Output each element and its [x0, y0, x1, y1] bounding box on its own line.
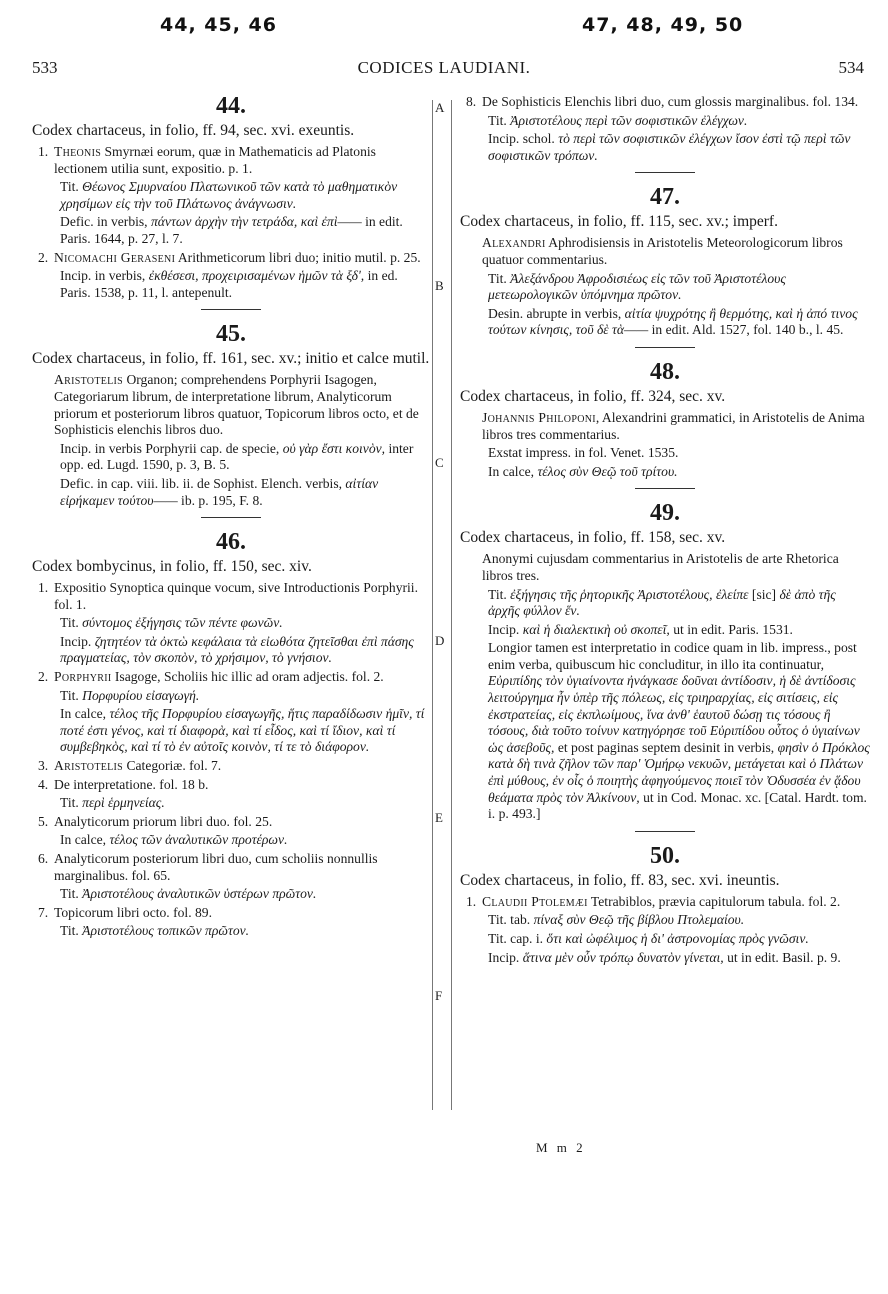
incipit-line: Incip. schol. τὸ περὶ τῶν σοφιστικῶν ἐλέγχων ἴσον ἐστὶ τῷ περὶ τῶν σοφιστικῶν τρόπων. — [488, 131, 851, 163]
codex-header-47: Codex chartaceus, in folio, ff. 115, sec. xv.; imperf. — [460, 213, 778, 231]
deficit-line: Defic. in cap. viii. lib. ii. de Sophist. Elench. verbis, αἰτίαν εἰρήκαμεν τούτου—— ib. p. 195, F. 8. — [60, 475, 379, 508]
handwritten-numbers-right: 47, 48, 49, 50 — [582, 14, 744, 36]
margin-letter-e: E — [435, 810, 443, 825]
title-line: Tit. Ἀριστοτέλους τοπικῶν πρῶτον. — [60, 923, 250, 939]
codex-46-entry-8: 8. De Sophisticis Elenchis libri duo, cum glossis marginalibus. fol. 134. — [466, 94, 859, 109]
title-line: Tit. Ἀλεξάνδρου Ἀφροδισιέως εἰς τῶν τοῦ Ἀριστοτέλους μετεωρολογικῶν ὑπόμνημα πρῶτον. — [488, 270, 786, 303]
incipit-line: Incip. ἅτινα μὲν οὖν τρόπῳ δυνατὸν γίνεται, ut in edit. Basil. p. 9. — [488, 949, 841, 965]
author-name: Theonis — [54, 144, 102, 159]
codex-46-entry-4: 4. De interpretatione. fol. 18 b. — [38, 776, 209, 792]
incipit-line: Incip. in verbis Porphyrii cap. de specie, οὐ γὰρ ἔστι κοινὸν, inter opp. ed. Lugd. 1590, p. 3, B. 5. — [60, 440, 414, 473]
margin-letter-f: F — [435, 988, 443, 1003]
section-divider — [635, 488, 695, 489]
margin-letter-a: A — [435, 100, 445, 115]
entry-number: 2. — [38, 249, 49, 265]
codex-46-entry-2: 2. Porphyrii Isagoge, Scholiis hic illic ad oram adjectis. fol. 2. — [38, 669, 384, 685]
section-divider — [201, 309, 261, 310]
page-number-right: 534 — [838, 58, 864, 77]
title-chapter-line: Tit. cap. i. ὅτι καὶ ὠφέλιμος ἡ δι' ἀστρονομίας πρὸς γνῶσιν. — [488, 931, 809, 946]
codex-49-description: Anonymi cujusdam commentarius in Aristotelis de arte Rhetorica libros tres. — [482, 551, 839, 583]
title-line: Tit. Ἀριστοτέλους ἀναλυτικῶν ὑστέρων πρῶτον. — [60, 886, 317, 902]
codex-47-description: Alexandri Aphrodisiensis in Aristotelis Meteorologicorum libros quatuor commentarius. — [482, 235, 843, 267]
codex-number-50: 50. — [650, 842, 680, 869]
entry-text: Arithmeticorum libri duo; initio mutil. p. 25. — [175, 249, 421, 265]
codex-46-entry-5: 5. Analyticorum priorum libri duo. fol. 25. — [38, 813, 273, 829]
codex-46-entry-6: 6. Analyticorum posteriorum libri duo, cum scholiis nonnullis marginalibus. fol. 65. — [38, 851, 378, 883]
section-divider — [635, 347, 695, 348]
desinit-line: Desin. abrupte in verbis, αἰτία ψυχρότης ἢ θερμότης, καὶ ἡ ἀπό τινος τούτων κίνησις, τοῦ δὲ τὰ—— in edit. Ald. 1527, fol. 140 b., l. 45. — [488, 305, 858, 338]
margin-letter-b: B — [435, 278, 444, 293]
handwritten-numbers-left: 44, 45, 46 — [160, 14, 277, 36]
running-title: CODICES LAUDIANI. — [357, 58, 531, 77]
codex-46-entry-3: 3. Aristotelis Categoriæ. fol. 7. — [38, 758, 222, 774]
left-column — [32, 92, 430, 942]
codex-44-entry-2 — [32, 250, 430, 267]
codex-44-entry-1 — [32, 144, 430, 177]
codex-number-49: 49. — [650, 500, 680, 527]
codex-number-45: 45. — [216, 321, 246, 348]
running-head — [0, 58, 888, 82]
title-line: Tit. Ἀριστοτέλους περὶ τῶν σοφιστικῶν ἐλέγχων. — [488, 112, 748, 128]
right-column — [460, 92, 870, 968]
title-line: Tit. περὶ ἑρμηνείας. — [60, 795, 165, 811]
section-divider — [635, 172, 695, 173]
incipit-line: Incip. ζητητέον τὰ ὀκτὼ κεφάλαια τὰ εἰωθότα ζητεῖσθαι ἐπὶ πάσης πραγματείας, τὸν σκοπὸν, τὸ χρήσιμον, τὸ γνήσιον. — [60, 633, 414, 666]
incipit-line: Incip. in verbis, ἐκθέσεσι, προχειρισαμένων ἡμῶν τὰ ξδʹ, in ed. Paris. 1538, p. 11, l. antepenult. — [60, 268, 398, 300]
codex-number-46: 46. — [216, 529, 246, 556]
title-line: Tit. ἐξήγησις τῆς ῥητορικῆς Ἀριστοτέλους, ἐλείπε [sic] δὲ ἀπὸ τῆς ἀρχῆς φύλλον ἕν. — [488, 586, 836, 619]
codex-header-44: Codex chartaceus, in folio, ff. 94, sec. xvi. exeuntis. — [32, 122, 355, 139]
signature-mark: M m 2 — [536, 1140, 586, 1155]
author-name: Nicomachi Geraseni — [54, 249, 176, 265]
entry-text: Smyrnæi eorum, quæ in Mathematicis ad Platonis lectionem utilia sunt, expositio. p. 1. — [54, 144, 376, 176]
entry-text: Organon; comprehendens Porphyrii Isagogen, Categoriarum librum, de interpretatione librum, Analyticorum priorum et posteriorum libros quatuor, Topicorum libros octo, et de Sophisticis elenchis libros duo. — [54, 372, 419, 438]
author-name: Aristotelis — [54, 372, 124, 388]
calce-line: In calce, τέλος τῶν ἀναλυτικῶν προτέρων. — [60, 832, 288, 848]
calce-line: In calce, τέλος τῆς Πορφυρίου εἰσαγωγῆς, ἥτις παραδίδωσιν ἡμῖν, τί ποτέ ἐστι γένος, καὶ τί διαφορὰ, καὶ τί εἶδος, καὶ τί ἴδιον, καὶ τί συμβεβηκὸς, καὶ τί τὸ ἐν αὐτοῖς κοινὸν, τί τε τὸ διάφορον. — [60, 706, 425, 755]
codex-header-50: Codex chartaceus, in folio, ff. 83, sec. xvi. ineuntis. — [460, 871, 780, 889]
codex-46-entry-1: 1. Expositio Synoptica quinque vocum, sive Introductionis Porphyrii. fol. 1. — [38, 580, 418, 612]
exstat-line: Exstat impress. in fol. Venet. 1535. — [488, 445, 679, 461]
codex-46-entry-7: 7. Topicorum libri octo. fol. 89. — [38, 904, 212, 920]
margin-gutter — [432, 100, 452, 1110]
deficit-line: Defic. in verbis, πάντων ἀρχὴν τὴν τετράδα, καὶ ἐπὶ—— in edit. Paris. 1644, p. 27, l. 7. — [60, 214, 403, 246]
section-divider — [201, 517, 261, 518]
title-line: Tit. σύντομος ἐξήγησις τῶν πέντε φωνῶν. — [60, 615, 283, 631]
codex-header-46: Codex bombycinus, in folio, ff. 150, sec. xiv. — [32, 558, 312, 576]
section-divider — [635, 831, 695, 832]
page-number-left: 533 — [32, 58, 58, 77]
title-table-line: Tit. tab. πίναξ σὺν Θεῷ τῆς βίβλου Πτολεμαίου. — [488, 912, 745, 928]
title-line: Tit. Πορφυρίου εἰσαγωγή. — [60, 687, 200, 703]
longior-paragraph: Longior tamen est interpretatio in codice quam in lib. impress., post enim verba, quibuscum hic concluditur, in illo ita continuatur, Εὐριπίδης τὸν ὑγιαίνοντα ἠνάγκασε δοῦναι ἀντίδοσιν, ἡ δὲ ἀντίδοσις λειτούργημα ἦν ὑπὲρ τῆς πόλεως, εἰς τριηραρχίας, εἰς σιτίσεις, εἰς ἐκστρατείας, εἰς ἐκπλωίμους, ἵνα ἀνθ' ἑαυτοῦ δώσῃ τις τόσους ἢ τόσους, διὰ τοῦτο τοίνυν κατηγόρησε τοῦ Εὐριπίδου οὗτος ὁ ὑγιαίνων ὡς ἀσεβοῦς, et post paginas septem desinit in verbis, φησὶν ὁ Πρόκλος κατὰ δὴ τινὰ ζῆλον τῶν παρ' Ὁμήρῳ νεκυῶν, μετάγεται καὶ ὁ Πλάτων ἐπὶ μύθους, ἐν οἷς ὁ ποιητὴς ἀφηγούμενος ποιεῖ τὸν Ὀδυσσέα ἐν ᾅδου θεάματα πρὸς τὸν Ἀλκίνουν, ut in Cod. Monac. xc. [Catal. Hardt. tom. i. p. 493.] — [488, 640, 870, 822]
margin-letter-d: D — [435, 633, 445, 648]
calce-line: In calce, τέλος σὺν Θεῷ τοῦ τρίτου. — [488, 463, 678, 479]
codex-number-44: 44. — [216, 93, 246, 119]
codex-header-49: Codex chartaceus, in folio, ff. 158, sec. xv. — [460, 529, 726, 547]
codex-header-45: Codex chartaceus, in folio, ff. 161, sec. xv.; initio et calce mutil. — [32, 350, 430, 368]
codex-number-48: 48. — [650, 358, 680, 385]
incipit-line: Incip. καὶ ἡ διαλεκτικὴ οὐ σκοπεῖ, ut in edit. Paris. 1531. — [488, 621, 793, 637]
codex-header-48: Codex chartaceus, in folio, ff. 324, sec. xv. — [460, 387, 726, 405]
codex-48-description: Johannis Philoponi, Alexandrini grammatici, in Aristotelis de Anima libros tres commentarius. — [482, 409, 865, 442]
entry-number: 1. — [38, 144, 49, 159]
title-line: Tit. Θέωνος Σμυρναίου Πλατωνικοῦ τῶν κατὰ τὸ μαθηματικὸν χρησίμων εἰς τὴν τοῦ Πλάτωνος ἀνάγνωσιν. — [60, 179, 398, 211]
codex-45-description — [32, 372, 430, 438]
codex-50-entry-1: 1. Claudii Ptolemæi Tetrabiblos, prævia capitulorum tabula. fol. 2. — [466, 893, 841, 909]
margin-letter-c: C — [435, 455, 444, 470]
codex-number-47: 47. — [650, 184, 680, 211]
